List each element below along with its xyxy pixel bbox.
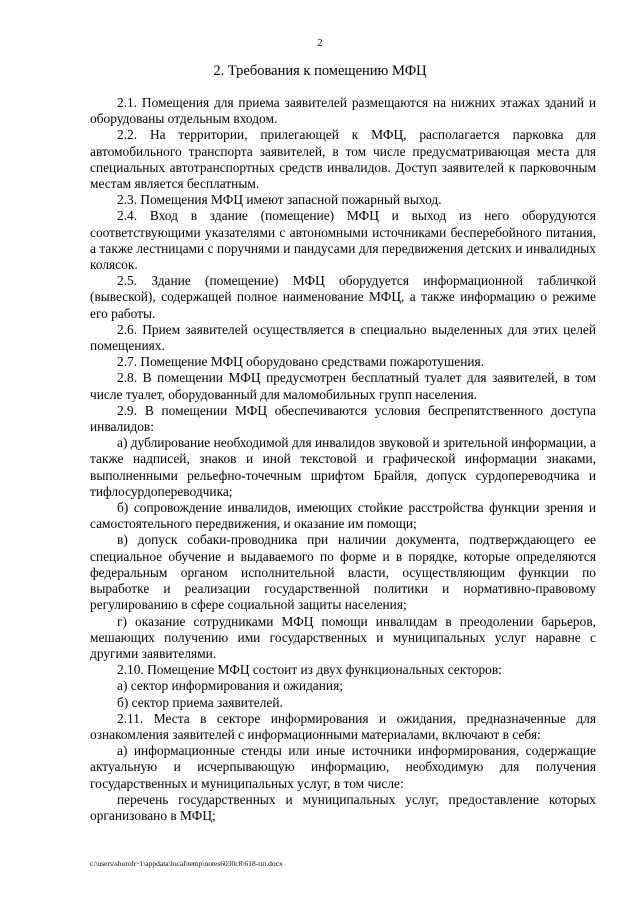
paragraph: 2.5. Здание (помещение) МФЦ оборудуется информационной табличкой (вывеской), содержащей полное наименование МФЦ, а также информацию о режиме его работы. — [90, 273, 596, 321]
paragraph: 2.3. Помещения МФЦ имеют запасной пожарный выход. — [117, 192, 442, 208]
footer-file-path: c:\users\shoroh~1\appdata\local\temp\notes6030c8\618-пп.docx — [90, 859, 283, 868]
page-number: 2 — [317, 37, 323, 49]
list-item: а) сектор информирования и ожидания; — [117, 678, 343, 694]
list-item: а) информационные стенды или иные источники информирования, содержащие актуальную и исчерпывающую информацию, необходимую для получения государственных и муниципальных услуг, в том числе: — [90, 743, 596, 791]
document-body — [90, 95, 596, 824]
list-item: б) сопровождение инвалидов, имеющих стойкие расстройства функции зрения и самостоятельного передвижения, и оказание им помощи; — [90, 500, 596, 532]
list-item: а) дублирование необходимой для инвалидов звуковой и зрительной информации, а также надписей, знаков и иной текстовой и графической информации знаками, выполненными рельефно-точечным шрифтом Брайля, допуск сурдопереводчика и тифлосурдопереводчика; — [90, 435, 596, 499]
paragraph: перечень государственных и муниципальных услуг, предоставление которых организовано в МФЦ; — [90, 791, 596, 823]
list-item: б) сектор приема заявителей. — [117, 694, 283, 710]
list-item: в) допуск собаки-проводника при наличии документа, подтверждающего ее специальное обучение и выдаваемого по форме и в порядке, которые определяются федеральным органом исполнительной власти, осуществляющим функции по выработке и реализации государственной политики и нормативно-правовому регулированию в сфере социальной защиты населения; — [90, 532, 596, 613]
paragraph: 2.7. Помещение МФЦ оборудовано средствами пожаротушения. — [117, 354, 485, 370]
paragraph: 2.2. На территории, прилегающей к МФЦ, располагается парковка для автомобильного транспорта заявителей, в том числе предусматривающая места для специальных автотранспортных средств инвалидов. Доступ заявителей к парковочным местам является бесплатным. — [90, 127, 596, 192]
paragraph: 2.4. Вход в здание (помещение) МФЦ и выход из него оборудуются соответствующими указателями с автономными источниками бесперебойного питания, а также лестницами с поручнями и пандусами для передвижения детских и инвалидных колясок. — [90, 208, 596, 273]
paragraph: 2.8. В помещении МФЦ предусмотрен бесплатный туалет для заявителей, в том числе туалет, оборудованный для маломобильных групп населения. — [90, 370, 596, 402]
list-item: г) оказание сотрудниками МФЦ помощи инвалидам в преодолении барьеров, мешающих получению ими государственных и муниципальных услуг наравне с другими заявителями. — [90, 613, 596, 661]
paragraph: 2.1. Помещения для приема заявителей размещаются на нижних этажах зданий и оборудованы отдельным входом. — [90, 95, 596, 127]
paragraph: 2.6. Прием заявителей осуществляется в специально выделенных для этих целей помещениях. — [90, 321, 596, 354]
paragraph: 2.9. В помещении МФЦ обеспечиваются условия беспрепятственного доступа инвалидов: — [90, 402, 596, 435]
paragraph: 2.11. Места в секторе информирования и ожидания, предназначенные для ознакомления заявителей с информационными материалами, включают в себя: — [90, 710, 596, 742]
section-title: 2. Требования к помещению МФЦ — [213, 63, 427, 79]
paragraph: 2.10. Помещение МФЦ состоит из двух функциональных секторов: — [117, 662, 502, 678]
